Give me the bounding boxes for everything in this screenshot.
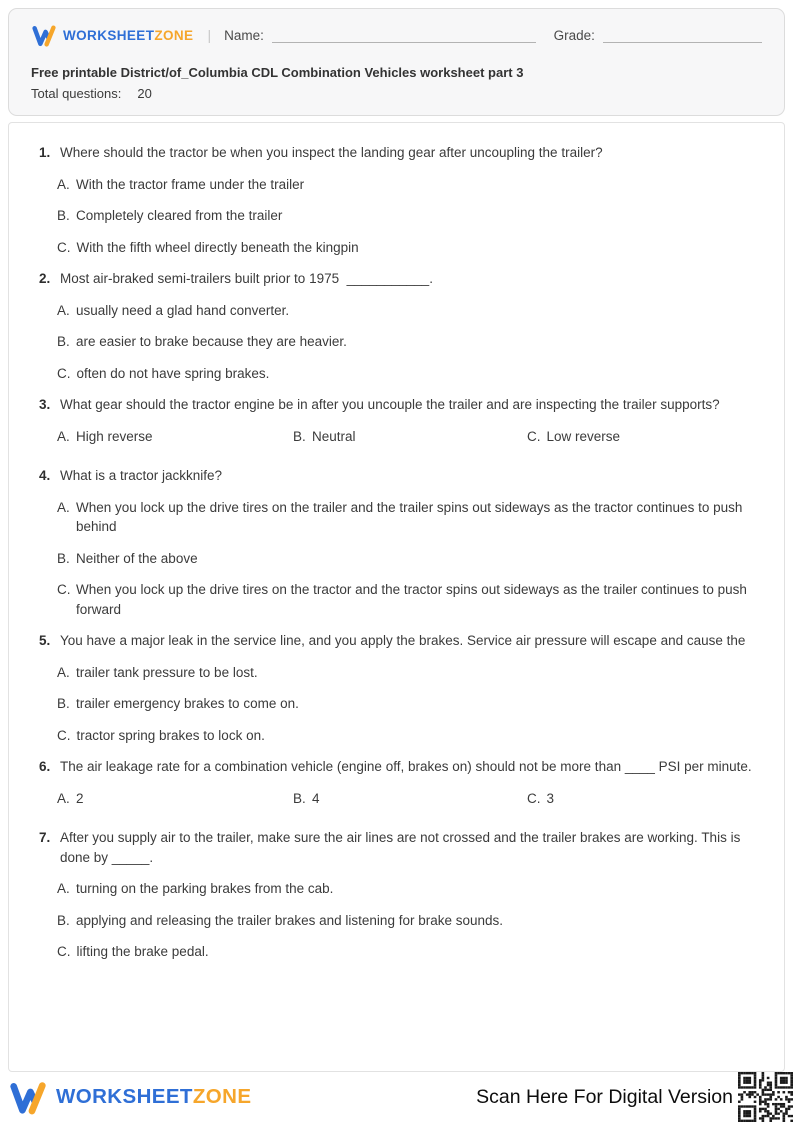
question-options — [57, 879, 760, 962]
question-item — [39, 395, 760, 458]
answer-option — [57, 238, 760, 258]
option-text: When you lock up the drive tires on the trailer and the trailer spins out sideways as the tractor continues to push behind — [76, 499, 743, 534]
option-letter: A. — [57, 881, 70, 896]
option-letter: C. — [57, 582, 71, 597]
option-text: Completely cleared from the trailer — [76, 208, 283, 223]
worksheetzone-logo-icon — [31, 24, 57, 47]
answer-option — [57, 789, 293, 809]
option-letter: A. — [57, 499, 70, 515]
answer-option — [57, 427, 293, 447]
option-text: When you lock up the drive tires on the tractor and the tractor spins out sideways as the trailer continues to push forward — [76, 582, 747, 617]
answer-option — [57, 694, 760, 714]
option-text: 2 — [76, 790, 84, 806]
question-text: The air leakage rate for a combination vehicle (engine off, brakes on) should not be more than ____ PSI per minute. — [60, 759, 752, 774]
name-fill-line — [272, 28, 536, 43]
question-number: 5. — [39, 633, 51, 648]
question-number: 3. — [39, 397, 51, 412]
question-text: What gear should the tractor engine be in after you uncouple the trailer and are inspecting the trailer supports? — [60, 397, 720, 412]
answer-option — [57, 663, 760, 683]
header-card — [8, 8, 785, 116]
question-number: 2. — [39, 271, 51, 286]
brand-row — [31, 24, 762, 46]
question-item — [39, 143, 760, 257]
option-text: With the fifth wheel directly beneath the kingpin — [76, 239, 359, 255]
question-row — [39, 466, 760, 486]
brand-word-worksheet: WORKSHEET — [56, 1085, 193, 1108]
option-letter: B. — [57, 208, 70, 223]
option-text: Neutral — [312, 428, 356, 444]
question-options — [57, 427, 760, 459]
question-list — [39, 143, 760, 962]
option-text: 3 — [546, 790, 555, 806]
answer-option — [57, 301, 760, 321]
option-text: Low reverse — [546, 428, 621, 444]
option-text: Neither of the above — [76, 550, 198, 566]
question-number: 6. — [39, 759, 51, 774]
divider: | — [207, 27, 212, 43]
option-text: High reverse — [76, 428, 153, 444]
answer-option — [57, 911, 760, 931]
option-text: turning on the parking brakes from the cab. — [76, 881, 334, 896]
question-item — [39, 757, 760, 820]
option-letter: A. — [57, 790, 70, 806]
option-text: 4 — [312, 790, 320, 806]
answer-option — [57, 364, 760, 384]
option-letter: B. — [57, 696, 70, 711]
question-row — [39, 828, 760, 867]
question-row — [39, 631, 760, 651]
option-letter: C. — [57, 239, 71, 255]
name-label: Name: — [224, 27, 264, 43]
question-options — [57, 663, 760, 746]
option-letter: B. — [57, 912, 70, 928]
option-text: usually need a glad hand converter. — [76, 302, 290, 318]
answer-option — [527, 427, 760, 447]
answer-option — [57, 726, 760, 746]
grade-label: Grade: — [553, 27, 595, 43]
brand-logo — [31, 24, 193, 47]
total-questions-row — [31, 86, 762, 101]
footer-brand-wordmark — [56, 1085, 251, 1109]
question-options — [57, 175, 760, 258]
question-item — [39, 828, 760, 962]
total-questions-value: 20 — [137, 86, 152, 101]
answer-option — [57, 332, 760, 352]
option-letter: C. — [527, 790, 541, 806]
option-letter: C. — [57, 944, 71, 959]
question-item — [39, 269, 760, 383]
footer — [0, 1072, 793, 1122]
question-text: What is a tractor jackknife? — [60, 468, 223, 483]
question-options — [57, 301, 760, 384]
grade-fill-line — [603, 28, 762, 43]
option-letter: A. — [57, 176, 70, 192]
question-item — [39, 466, 760, 619]
scan-here-text: Scan Here For Digital Version — [476, 1085, 733, 1108]
option-letter: B. — [57, 550, 70, 566]
option-letter: B. — [293, 428, 306, 444]
answer-option — [293, 427, 527, 447]
option-letter: A. — [57, 428, 70, 444]
answer-option — [527, 789, 760, 809]
footer-brand-logo — [8, 1080, 251, 1115]
answer-option — [57, 580, 760, 619]
option-letter: C. — [527, 428, 541, 444]
option-text: often do not have spring brakes. — [76, 365, 270, 381]
option-letter: B. — [293, 790, 306, 806]
worksheetzone-logo-icon — [8, 1080, 48, 1115]
question-options — [57, 498, 760, 620]
answer-option — [57, 942, 760, 962]
question-row — [39, 143, 760, 163]
question-text: You have a major leak in the service line, and you apply the brakes. Service air pressure will escape and cause the — [60, 633, 746, 648]
option-text: lifting the brake pedal. — [76, 944, 209, 959]
qr-code-icon — [738, 1072, 793, 1122]
total-questions-label: Total questions: — [31, 86, 122, 101]
option-text: are easier to brake because they are heavier. — [76, 334, 347, 349]
answer-option — [57, 549, 760, 569]
answer-option — [57, 498, 760, 537]
option-letter: A. — [57, 302, 70, 318]
brand-wordmark — [63, 28, 193, 43]
question-text: Where should the tractor be when you inspect the landing gear after uncoupling the trailer? — [60, 145, 603, 160]
question-number: 4. — [39, 468, 51, 483]
option-letter: A. — [57, 664, 70, 680]
question-number: 7. — [39, 830, 51, 845]
answer-option — [57, 206, 760, 226]
option-text: With the tractor frame under the trailer — [76, 176, 305, 192]
option-letter: B. — [57, 334, 70, 349]
answer-option — [293, 789, 527, 809]
worksheet-page — [0, 8, 793, 1122]
brand-word-zone: ZONE — [154, 27, 194, 43]
brand-word-zone: ZONE — [192, 1085, 252, 1108]
question-text: Most air-braked semi-trailers built prior to 1975 ___________. — [60, 271, 433, 286]
question-row — [39, 269, 760, 289]
answer-option — [57, 879, 760, 899]
question-row — [39, 395, 760, 415]
question-number: 1. — [39, 145, 51, 160]
questions-card — [8, 122, 785, 1072]
option-letter: C. — [57, 365, 71, 381]
option-text: trailer emergency brakes to come on. — [76, 696, 299, 711]
question-item — [39, 631, 760, 745]
option-text: trailer tank pressure to be lost. — [76, 664, 258, 680]
question-text: After you supply air to the trailer, make sure the air lines are not crossed and the trailer brakes are working. This is done by _____. — [60, 830, 745, 865]
option-text: tractor spring brakes to lock on. — [76, 727, 265, 743]
page-title: Free printable District/of_Columbia CDL Combination Vehicles worksheet part 3 — [31, 65, 524, 80]
option-letter: C. — [57, 727, 71, 743]
question-options — [57, 789, 760, 821]
option-text: applying and releasing the trailer brakes and listening for brake sounds. — [76, 912, 504, 928]
question-row — [39, 757, 760, 777]
brand-word-worksheet: WORKSHEET — [63, 27, 155, 43]
answer-option — [57, 175, 760, 195]
